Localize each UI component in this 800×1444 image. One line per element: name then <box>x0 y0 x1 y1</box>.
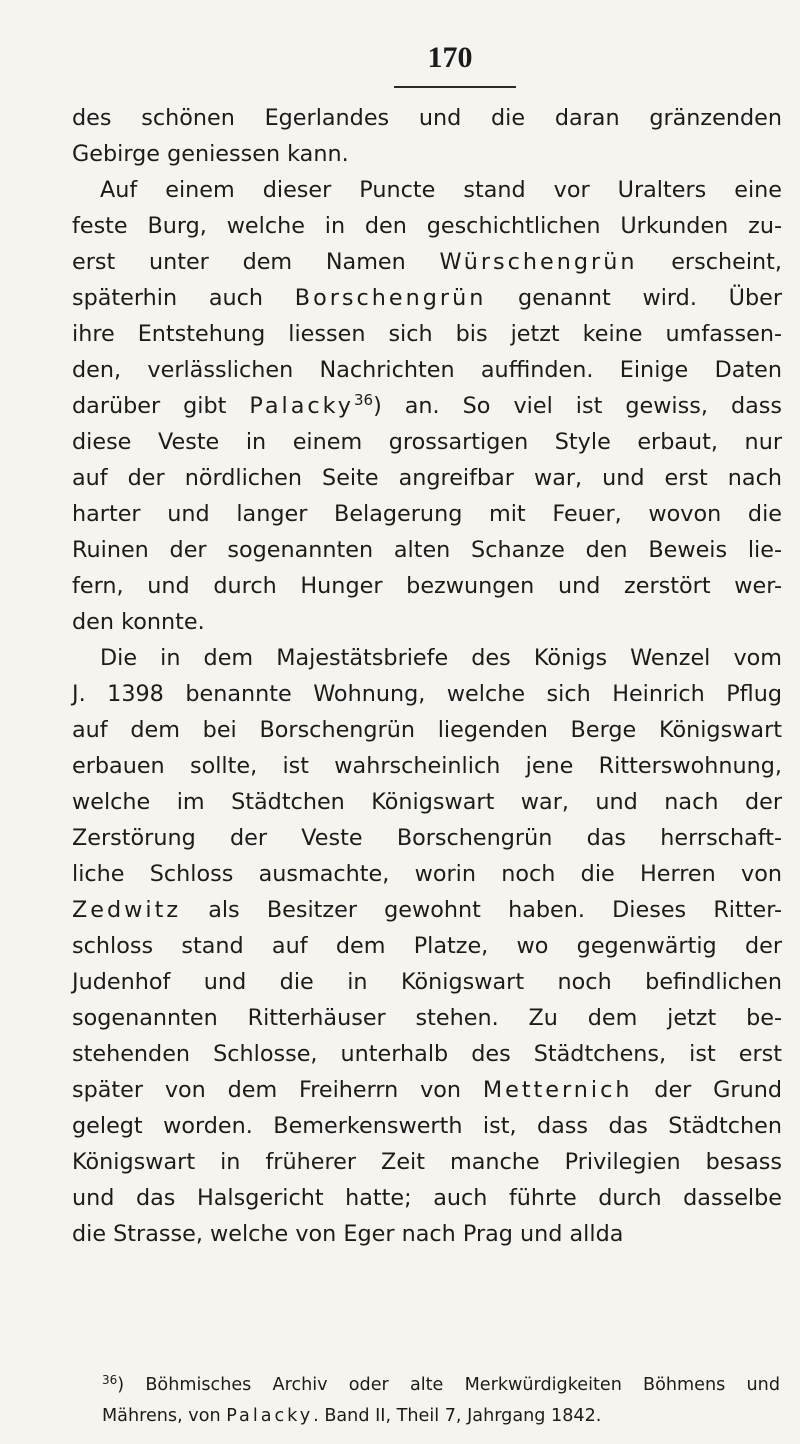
text-run: stehenden Schlosse, unterhalb des Städtchens, ist erst <box>72 1041 782 1067</box>
text-line <box>72 496 782 532</box>
text-run: der Grund <box>632 1077 782 1103</box>
text-line <box>72 676 782 712</box>
spaced-name: Borschengrün <box>294 285 487 311</box>
text-run: genannt wird. Über <box>486 285 782 311</box>
spaced-name: Zedwitz <box>72 897 182 923</box>
spaced-name: Palacky <box>249 393 354 419</box>
text-run: als Besitzer gewohnt haben. Dieses Ritter- <box>181 897 782 923</box>
text-line <box>72 1072 782 1108</box>
page-number-rule <box>394 86 516 88</box>
text-line <box>72 748 782 784</box>
text-run: diese Veste in einem grossartigen Style erbaut, nur <box>72 429 782 455</box>
text-line <box>72 1180 782 1216</box>
text-run: schloss stand auf dem Platze, wo gegenwärtig der <box>72 933 782 959</box>
text-line <box>72 1000 782 1036</box>
text-run: den konnte. <box>72 609 205 635</box>
text-run: Mährens, von <box>102 1406 227 1426</box>
text-line <box>72 1036 782 1072</box>
text-run: sogenannten Ritterhäuser stehen. Zu dem jetzt be- <box>72 1005 782 1031</box>
text-line <box>72 424 782 460</box>
spaced-name: Palacky <box>226 1406 314 1426</box>
text-run: die Strasse, welche von Eger nach Prag und allda <box>72 1221 624 1247</box>
body-text <box>72 100 782 1252</box>
text-line <box>72 1144 782 1180</box>
text-line <box>72 136 782 172</box>
text-run: Die in dem Majestätsbriefe des Königs Wenzel vom <box>100 645 782 671</box>
text-line <box>72 316 782 352</box>
text-line <box>72 388 782 424</box>
text-run: erst unter dem Namen <box>72 249 440 275</box>
text-run: harter und langer Belagerung mit Feuer, wovon die <box>72 501 782 527</box>
text-line <box>72 244 782 280</box>
text-run: welche im Städtchen Königswart war, und nach der <box>72 789 782 815</box>
text-line <box>72 568 782 604</box>
text-run: fern, und durch Hunger bezwungen und zerstört wer- <box>72 573 782 599</box>
text-line <box>72 352 782 388</box>
text-run: des schönen Egerlandes und die daran gränzenden <box>72 105 782 131</box>
text-line <box>72 856 782 892</box>
text-run: Königswart in früherer Zeit manche Privilegien besass <box>72 1149 782 1175</box>
text-run: . Band II, Theil 7, Jahrgang 1842. <box>313 1406 602 1426</box>
text-line <box>72 820 782 856</box>
text-run: Ruinen der sogenannten alten Schanze den Beweis lie- <box>72 537 782 563</box>
text-line <box>72 532 782 568</box>
text-run: auf der nördlichen Seite angreifbar war, und erst nach <box>72 465 782 491</box>
spaced-name: Würschengrün <box>439 249 638 275</box>
text-run: Zerstörung der Veste Borschengrün das herrschaft- <box>72 825 782 851</box>
spaced-name: Metternich <box>482 1077 633 1103</box>
text-run: liche Schloss ausmachte, worin noch die Herren von <box>72 861 782 887</box>
text-run: Gebirge geniessen kann. <box>72 141 349 167</box>
text-line <box>72 172 782 208</box>
text-line <box>72 1216 782 1252</box>
text-line <box>72 208 782 244</box>
text-line <box>72 1108 782 1144</box>
text-run: J. 1398 benannte Wohnung, welche sich Heinrich Pflug <box>72 681 782 707</box>
text-run: und das Halsgericht hatte; auch führte durch dasselbe <box>72 1185 782 1211</box>
text-run: erscheint, <box>637 249 782 275</box>
text-run: später von dem Freiherrn von <box>72 1077 483 1103</box>
footnote-line <box>90 1370 780 1401</box>
text-line <box>72 712 782 748</box>
text-line <box>72 964 782 1000</box>
text-run: auf dem bei Borschengrün liegenden Berge Königswart <box>72 717 782 743</box>
text-line <box>72 460 782 496</box>
text-line <box>72 892 782 928</box>
text-line <box>72 280 782 316</box>
text-line <box>72 928 782 964</box>
text-line <box>72 784 782 820</box>
page-number: 170 <box>427 41 473 74</box>
text-run: feste Burg, welche in den geschichtlichen Urkunden zu- <box>72 213 782 239</box>
text-run: erbauen sollte, ist wahrscheinlich jene Ritterswohnung, <box>72 753 782 779</box>
text-run: Auf einem dieser Puncte stand vor Uralters eine <box>100 177 782 203</box>
footnote-marker: 36 <box>102 1373 118 1387</box>
text-run: späterhin auch <box>72 285 295 311</box>
text-line <box>72 640 782 676</box>
text-run: ) an. So viel ist gewiss, dass <box>373 393 783 419</box>
text-run: ) Böhmisches Archiv oder alte Merkwürdigkeiten Böhmens und <box>117 1375 780 1395</box>
text-run: ihre Entstehung liessen sich bis jetzt keine umfassen- <box>72 321 782 347</box>
text-run: den, verlässlichen Nachrichten auffinden. Einige Daten <box>72 357 782 383</box>
footnote-reference: 36 <box>353 391 374 409</box>
text-run: gelegt worden. Bemerkenswerth ist, dass das Städtchen <box>72 1113 782 1139</box>
footnote-line <box>90 1401 780 1432</box>
footnotes <box>90 1370 780 1432</box>
text-run: darüber gibt <box>72 393 250 419</box>
text-line <box>72 100 782 136</box>
text-line <box>72 604 782 640</box>
text-run: Judenhof und die in Königswart noch befindlichen <box>72 969 782 995</box>
